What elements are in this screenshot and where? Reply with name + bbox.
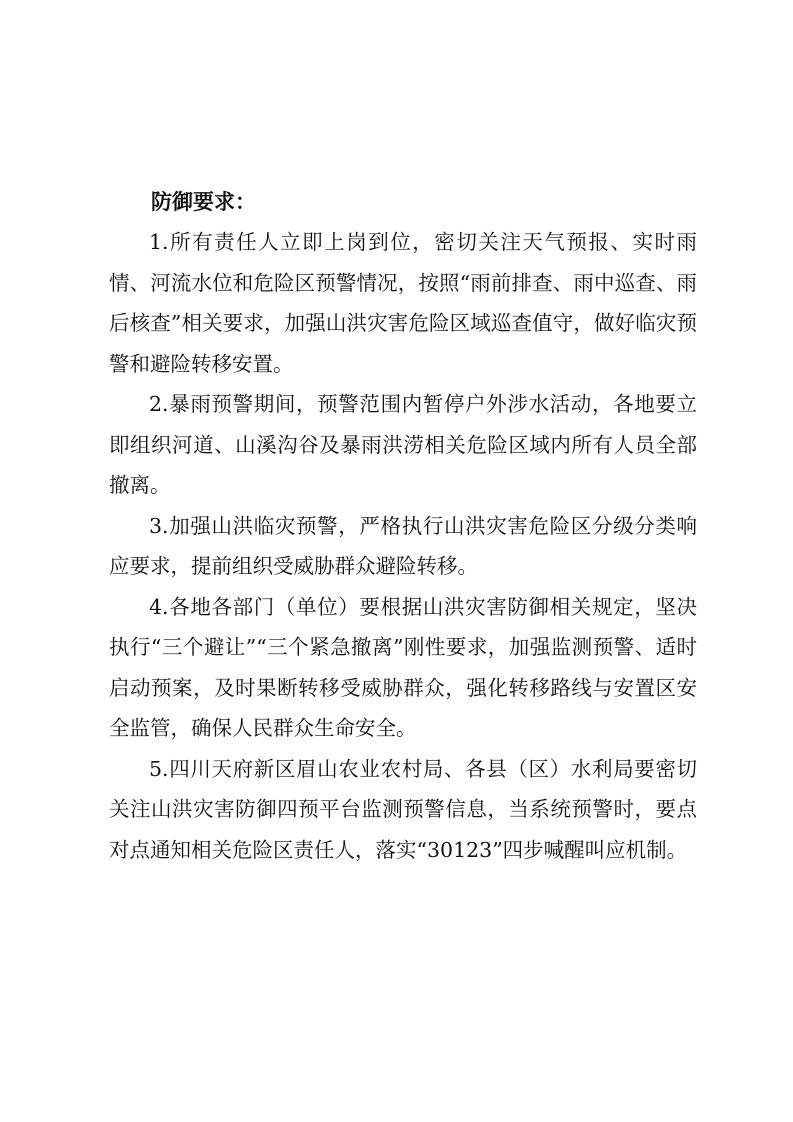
document-body bbox=[109, 182, 697, 870]
paragraph-4: 4.各地各部门（单位）要根据山洪灾害防御相关规定，坚决执行“三个避让”“三个紧急撤离”刚性要求，加强监测预警、适时启动预案，及时果断转移受威胁群众，强化转移路线与安置区安全监管，确保人民群众生命安全。 bbox=[109, 594, 697, 740]
paragraph-1: 1.所有责任人立即上岗到位，密切关注天气预报、实时雨情、河流水位和危险区预警情况，按照“雨前排查、雨中巡查、雨后核查”相关要求，加强山洪灾害危险区域巡查值守，做好临灾预警和避险转移安置。 bbox=[109, 230, 697, 376]
paragraph-5: 5.四川天府新区眉山农业农村局、各县（区）水利局要密切关注山洪灾害防御四预平台监测预警信息，当系统预警时，要点对点通知相关危险区责任人，落实“30123”四步喊醒叫应机制。 bbox=[109, 756, 697, 862]
section-heading: 防御要求： bbox=[151, 189, 256, 214]
paragraph-2: 2.暴雨预警期间，预警范围内暂停户外涉水活动，各地要立即组织河道、山溪沟谷及暴雨洪涝相关危险区域内所有人员全部撤离。 bbox=[109, 392, 697, 497]
paragraph-3: 3.加强山洪临灾预警，严格执行山洪灾害危险区分级分类响应要求，提前组织受威胁群众避险转移。 bbox=[109, 513, 697, 578]
